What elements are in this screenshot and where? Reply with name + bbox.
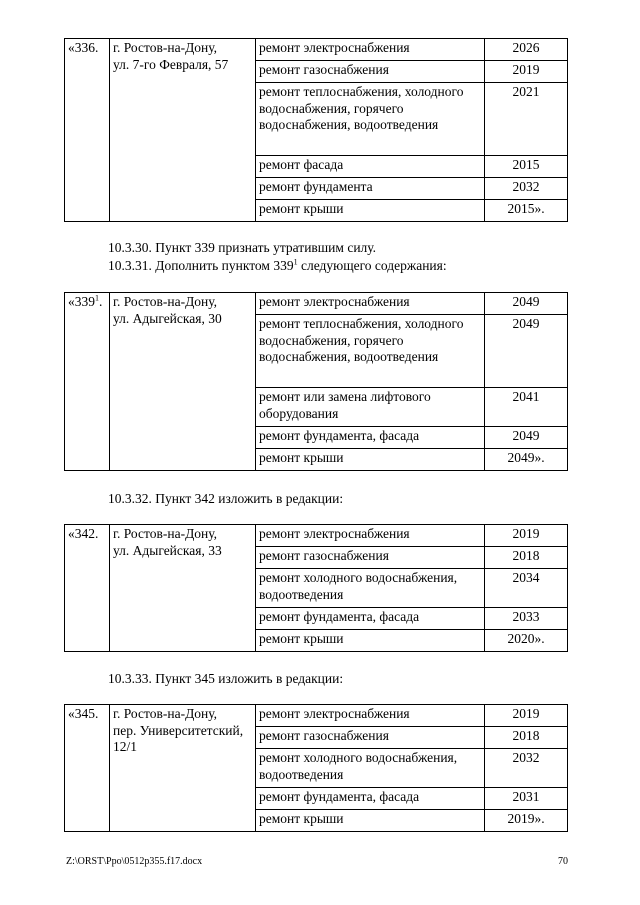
year-cell: 2019 [485, 705, 568, 727]
paragraph-10-3-33: 10.3.33. Пункт 345 изложить в редакции: [108, 671, 344, 686]
year-cell: 2015». [485, 200, 568, 222]
work-cell: ремонт электроснабжения [256, 705, 485, 727]
work-cell: ремонт электроснабжения [256, 293, 485, 315]
address-cell: г. Ростов-на-Дону, ул. Адыгейская, 33 [110, 525, 256, 652]
work-cell: ремонт крыши [256, 449, 485, 471]
year-cell: 2026 [485, 39, 568, 61]
work-cell: ремонт или замена лифтового оборудования [256, 388, 485, 427]
paragraph-10-3-31: 10.3.31. Дополнить пунктом $339^1$ следующего содержания: [108, 257, 447, 273]
address-cell: г. Ростов-на-Дону, ул. 7-го Февраля, 57 [110, 39, 256, 222]
year-cell: 2049». [485, 449, 568, 471]
address-cell: г. Ростов-на-Дону, ул. Адыгейская, 30 [110, 293, 256, 471]
work-cell: ремонт электроснабжения [256, 39, 485, 61]
year-cell: 2041 [485, 388, 568, 427]
year-cell: 2031 [485, 788, 568, 810]
year-cell: 2032 [485, 178, 568, 200]
address-cell: г. Ростов-на-Дону, пер. Университетский, 12/1 [110, 705, 256, 832]
work-cell: ремонт холодного водоснабжения, водоотведения [256, 569, 485, 608]
table-item-345 [64, 704, 568, 832]
year-cell: 2020». [485, 630, 568, 652]
year-cell: 2015 [485, 156, 568, 178]
table-item-342 [64, 524, 568, 652]
year-cell: 2018 [485, 727, 568, 749]
year-cell: 2021 [485, 83, 568, 156]
table-item-336 [64, 38, 568, 222]
work-cell: ремонт крыши [256, 200, 485, 222]
item-number: «$339^1$. [65, 293, 110, 471]
item-number: «345. [65, 705, 110, 832]
work-cell: ремонт фасада [256, 156, 485, 178]
work-cell: ремонт газоснабжения [256, 547, 485, 569]
item-number: «336. [65, 39, 110, 222]
work-cell: ремонт теплоснабжения, холодного водоснабжения, горячего водоснабжения, водоотведения [256, 315, 485, 388]
year-cell: 2019 [485, 525, 568, 547]
table-item-339-1 [64, 292, 568, 471]
work-cell: ремонт крыши [256, 630, 485, 652]
work-cell: ремонт газоснабжения [256, 61, 485, 83]
work-cell: ремонт фундамента, фасада [256, 427, 485, 449]
footer-file-path: Z:\ORST\Ppo\0512p355.f17.docx [66, 856, 203, 867]
year-cell: 2019 [485, 61, 568, 83]
year-cell: 2033 [485, 608, 568, 630]
year-cell: 2049 [485, 293, 568, 315]
year-cell: 2019». [485, 810, 568, 832]
year-cell: 2049 [485, 427, 568, 449]
work-cell: ремонт холодного водоснабжения, водоотведения [256, 749, 485, 788]
work-cell: ремонт крыши [256, 810, 485, 832]
year-cell: 2032 [485, 749, 568, 788]
work-cell: ремонт электроснабжения [256, 525, 485, 547]
work-cell: ремонт фундамента [256, 178, 485, 200]
work-cell: ремонт фундамента, фасада [256, 788, 485, 810]
paragraph-10-3-30: 10.3.30. Пункт 339 признать утратившим силу. [108, 240, 377, 255]
work-cell: ремонт фундамента, фасада [256, 608, 485, 630]
item-number: «342. [65, 525, 110, 652]
year-cell: 2034 [485, 569, 568, 608]
year-cell: 2018 [485, 547, 568, 569]
paragraph-10-3-32: 10.3.32. Пункт 342 изложить в редакции: [108, 491, 344, 506]
footer-page-number: 70 [558, 856, 568, 867]
year-cell: 2049 [485, 315, 568, 388]
work-cell: ремонт теплоснабжения, холодного водоснабжения, горячего водоснабжения, водоотведения [256, 83, 485, 156]
work-cell: ремонт газоснабжения [256, 727, 485, 749]
